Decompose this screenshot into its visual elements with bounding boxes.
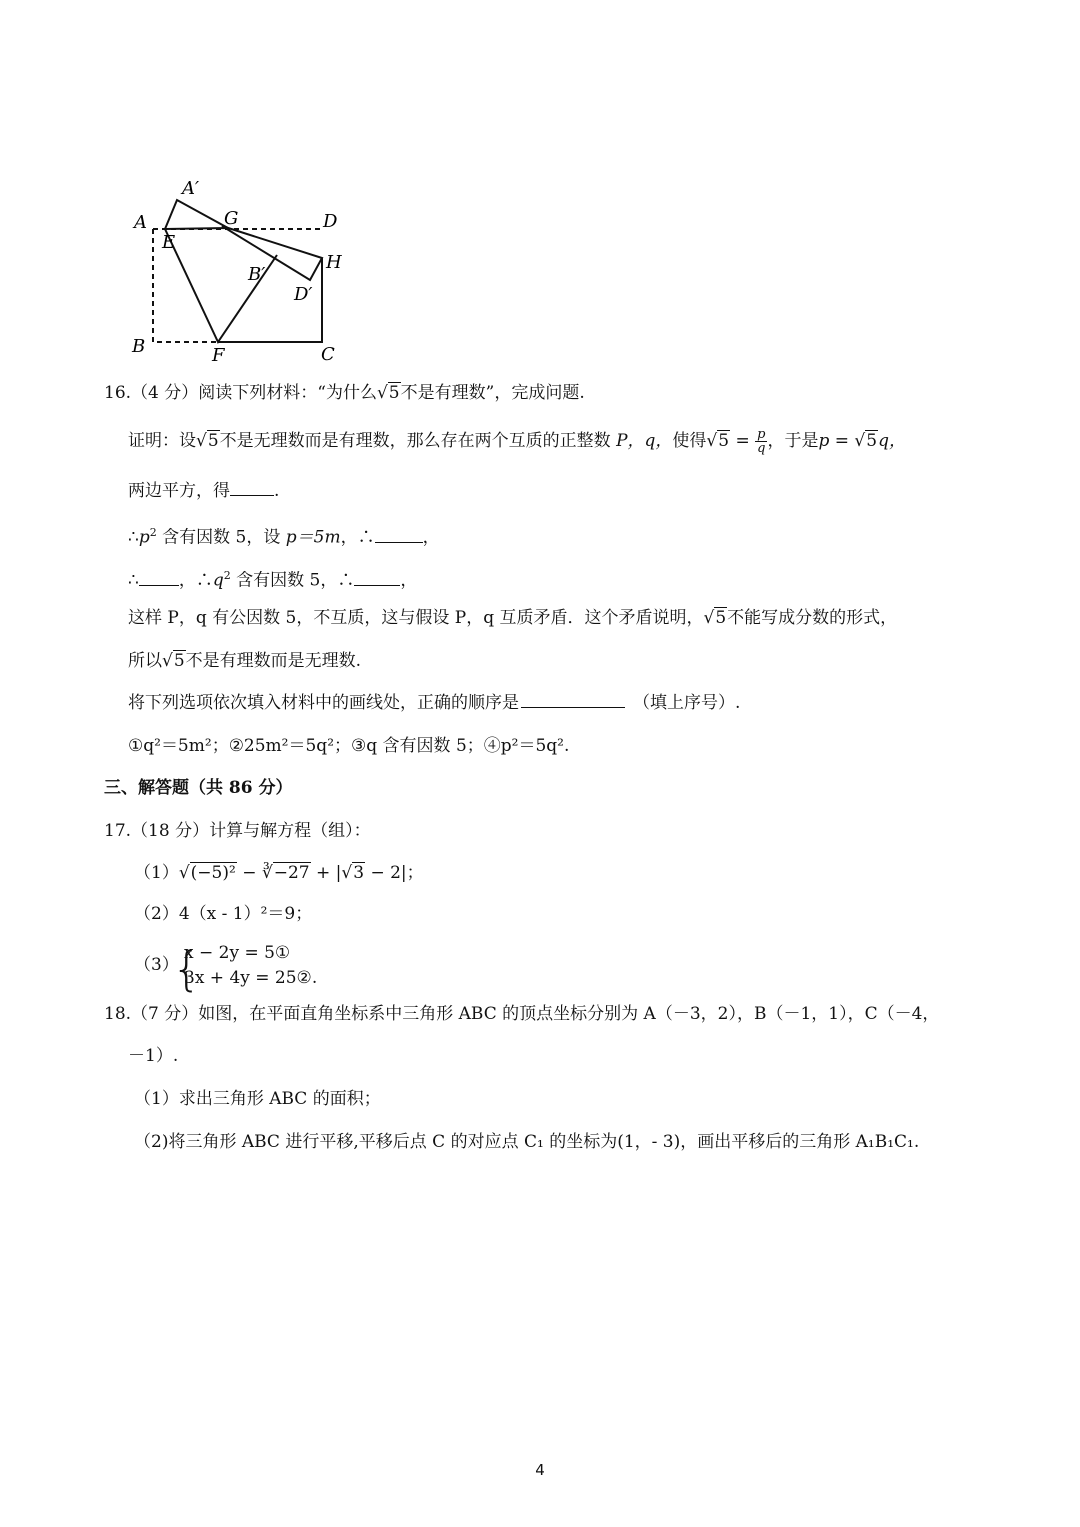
- q17-equation-2: 3x + 4y = 25②.: [184, 968, 318, 988]
- fraction-p-over-q: $\frac{p}{q}$: [757, 427, 766, 456]
- q18-part-2: （2)将三角形 ABC 进行平移,平移后点 C 的对应点 C₁ 的坐标为(1，- 3)，画出平移后的三角形 A₁B₁C₁.: [134, 1132, 920, 1152]
- q18-part-1: （1）求出三角形 ABC 的面积；: [134, 1089, 381, 1109]
- system-brace: {: [172, 942, 202, 996]
- q17-heading: 17.（18 分）计算与解方程（组）：: [104, 821, 371, 841]
- folded-part-right: [165, 226, 322, 280]
- label-B-prime: B′: [248, 264, 266, 285]
- label-A: A: [134, 212, 147, 233]
- answer-blank-3[interactable]: [139, 571, 179, 586]
- q17-part-2: （2）4（x - 1）²＝9；: [134, 904, 313, 924]
- section-3-heading: 三、解答题（共 86 分）: [104, 778, 293, 798]
- answer-blank-4[interactable]: [354, 571, 400, 586]
- q16-proof-line-3: $\therefore p^2$ 含有因数 5，设 p＝5m，∴ ，: [128, 526, 440, 548]
- q16-proof-line-4: ∴ ，$\therefore q^2$ 含有因数 5，∴ ，: [128, 569, 418, 591]
- q16-proof-line-1: 证明：设√5不是无理数而是有理数，那么存在两个互质的正整数 P，q，使得√5 = $\frac{p}{q}$ ，于是p = √5q，: [128, 427, 906, 456]
- label-D-prime: D′: [294, 284, 313, 305]
- q17-equation-1: x − 2y = 5①: [184, 943, 291, 963]
- label-G: G: [224, 208, 239, 229]
- label-C: C: [321, 344, 335, 365]
- label-B: B: [132, 336, 146, 357]
- q17-part-3-label: （3）: [134, 955, 179, 975]
- geometry-figure: [120, 170, 370, 370]
- label-D: D: [323, 211, 338, 232]
- q16-proof-line-2: 两边平方，得 .: [128, 481, 280, 501]
- label-F: F: [212, 345, 225, 366]
- q17-part-1: （1）√(−5)² − ∛−27 + |√3 − 2|；: [134, 863, 424, 883]
- label-A-prime: A′: [182, 178, 200, 199]
- q18-heading-cont: －1）.: [128, 1046, 179, 1066]
- answer-blank-order[interactable]: [521, 693, 625, 708]
- label-E: E: [162, 232, 176, 253]
- q16-options: ①q²＝5m²；②25m²＝5q²；③q 含有因数 5；④p²＝5q².: [128, 736, 570, 756]
- label-H: H: [326, 252, 342, 273]
- q16-proof-line-5: 这样 P，q 有公因数 5，不互质，这与假设 P，q 互质矛盾．这个矛盾说明，√5不能写成分数的形式，: [128, 608, 898, 628]
- page-number: 4: [535, 1461, 545, 1479]
- q16-proof-line-6: 所以√5不是有理数而是无理数.: [128, 651, 362, 671]
- q18-heading: 18.（7 分）如图，在平面直角坐标系中三角形 ABC 的顶点坐标分别为 A（－3，2），B（－1，1），C（－4，: [104, 1004, 940, 1024]
- answer-blank-1[interactable]: [230, 481, 274, 496]
- q16-instruction: 将下列选项依次填入材料中的画线处，正确的顺序是 （填上序号）.: [128, 693, 741, 713]
- answer-blank-2[interactable]: [375, 528, 423, 543]
- q16-heading: 16.（4 分）阅读下列材料：“为什么√5不是有理数”，完成问题.: [104, 383, 585, 403]
